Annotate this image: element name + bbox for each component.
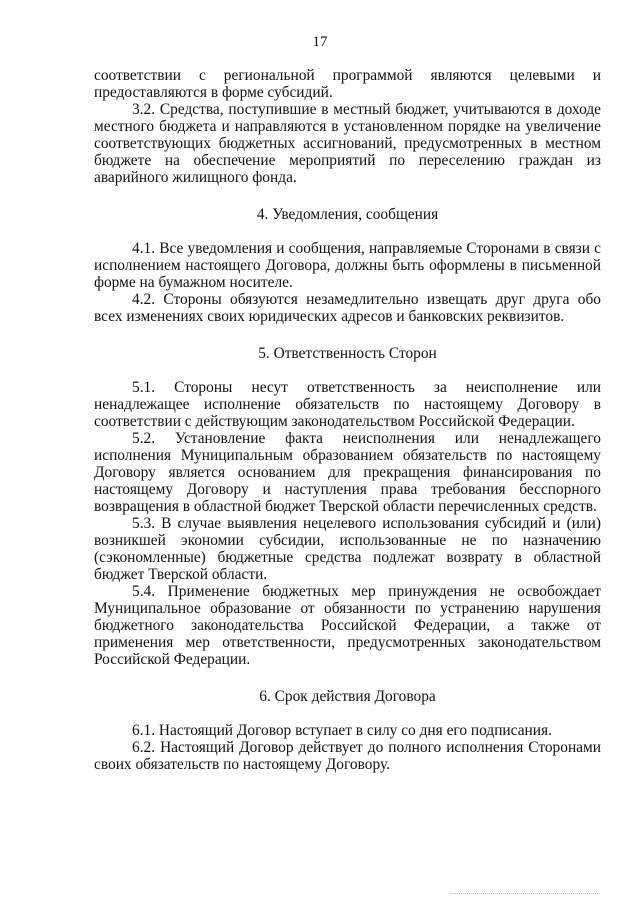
section-heading-4: 4. Уведомления, сообщения <box>256 206 439 223</box>
paragraph-3-1-continuation: соответствии с региональной программой являются целевыми и предоставляются в форме субсидий. <box>94 67 601 101</box>
paragraph-5-1: 5.1. Стороны несут ответственность за неисполнение или ненадлежащее исполнение обязательств по настоящему Договору в соответствии с действующим законодательством Российской Федерации. <box>94 379 601 430</box>
spacer <box>94 325 601 345</box>
spacer <box>94 668 601 688</box>
spacer <box>94 186 601 206</box>
section-heading-5: 5. Ответственность Сторон <box>258 345 437 362</box>
spacer <box>94 223 601 240</box>
document-body <box>94 67 601 773</box>
paragraph-5-3: 5.3. В случае выявления нецелевого использования субсидий и (или) возникшей экономии субсидии, использованные не по назначению (сэкономленные) бюджетные средства подлежат возврату в областной бюджет Тверской области. <box>94 515 601 583</box>
page-number: 17 <box>312 34 328 50</box>
paragraph-6-2: 6.2. Настоящий Договор действует до полного исполнения Сторонами своих обязательств по настоящему Договору. <box>94 739 601 773</box>
paragraph-3-2: 3.2. Средства, поступившие в местный бюджет, учитываются в доходе местного бюджета и направляются в установленном порядке на увеличение соответствующих бюджетных ассигнований, предусмотренных в местном бюджете на обеспечение мероприятий по переселению граждан из аварийного жилищного фонда. <box>94 101 601 186</box>
paragraph-6-1: 6.1. Настоящий Договор вступает в силу со дня его подписания. <box>132 722 552 739</box>
paragraph-5-4: 5.4. Применение бюджетных мер принуждения не освобождает Муниципальное образование от обязанности по устранению нарушения бюджетного законодательства Российской Федерации, а также от применения мер ответственности, предусмотренных законодательством Российской Федерации. <box>94 583 601 668</box>
scan-artifact-line <box>450 893 600 897</box>
paragraph-4-2: 4.2. Стороны обязуются незамедлительно извещать друг друга обо всех изменениях своих юридических адресов и банковских реквизитов. <box>94 291 601 325</box>
spacer <box>94 362 601 379</box>
paragraph-4-1: 4.1. Все уведомления и сообщения, направляемые Сторонами в связи с исполнением настоящего Договора, должны быть оформлены в письменной форме на бумажном носителе. <box>94 240 601 291</box>
spacer <box>94 705 601 722</box>
paragraph-5-2: 5.2. Установление факта неисполнения или ненадлежащего исполнения Муниципальным образованием обязательств по настоящему Договору является основанием для прекращения финансирования по настоящему Договору и наступления права требования бесспорного возвращения в областной бюджет Тверской области перечисленных средств. <box>94 430 601 515</box>
section-heading-6: 6. Срок действия Договора <box>259 688 436 705</box>
